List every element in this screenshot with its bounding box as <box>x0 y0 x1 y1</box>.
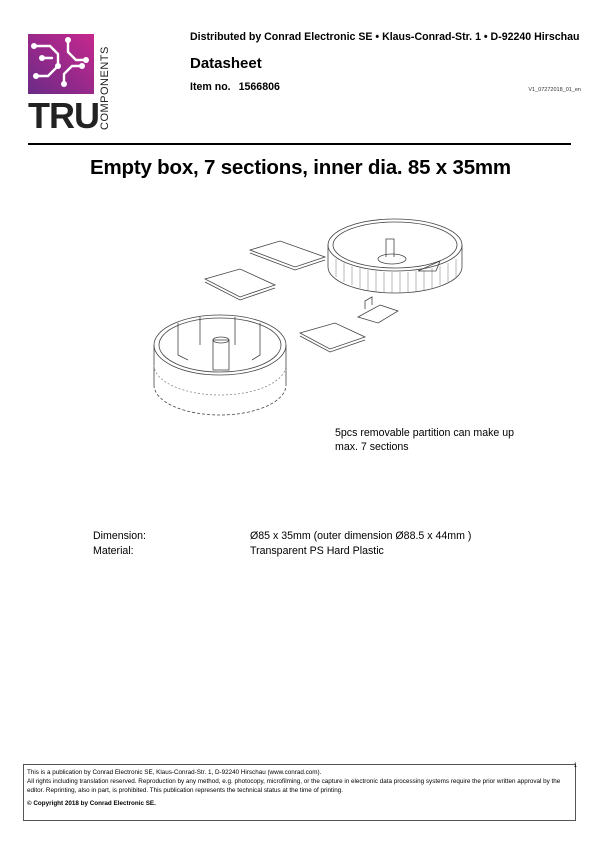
footer-rights: All rights including translation reserved. Reproduction by any method, e.g. photocopy, microfilming, or the capture in electronic data processing systems require the prior written approval by the editor. Reprinting, also in part, is prohibited. This publication represents the technical status at the time of printing. <box>27 778 561 794</box>
document-type: Datasheet <box>190 55 262 72</box>
spec-value: Transparent PS Hard Plastic <box>250 545 384 557</box>
logo-main-text: TRU <box>28 95 99 132</box>
spec-value: Ø85 x 35mm (outer dimension Ø88.5 x 44mm ) <box>250 530 472 542</box>
tru-components-logo <box>28 32 114 132</box>
distributor-line: Distributed by Conrad Electronic SE • Klaus-Conrad-Str. 1 • D-92240 Hirschau <box>190 31 580 43</box>
caption-line-2: max. 7 sections <box>335 441 409 453</box>
spec-label: Dimension: <box>93 530 146 542</box>
caption-line-1: 5pcs removable partition can make up <box>335 427 515 439</box>
lid-illustration <box>328 219 462 293</box>
version-code: V1_07272018_01_en <box>528 87 581 93</box>
item-number: 1566806 <box>238 81 280 93</box>
base-box-illustration <box>154 315 286 415</box>
spec-row-dimension <box>93 530 471 545</box>
legal-footer <box>23 764 576 821</box>
logo-side-text: COMPONENTS <box>99 46 111 130</box>
partition-caption <box>335 426 514 454</box>
spec-row-material <box>93 545 471 560</box>
page-number: 1 <box>573 763 577 769</box>
specifications-table <box>93 530 471 560</box>
product-title: Empty box, 7 sections, inner dia. 85 x 35mm <box>90 156 511 179</box>
item-label: Item no. <box>190 81 231 93</box>
spec-label: Material: <box>93 545 134 557</box>
partition-illustrations <box>205 241 398 352</box>
item-number-line <box>190 81 280 93</box>
footer-copyright: © Copyright 2018 by Conrad Electronic SE. <box>27 800 156 807</box>
footer-publisher: This is a publication by Conrad Electronic SE, Klaus-Conrad-Str. 1, D-92240 Hirschau (www.conrad.com). <box>27 769 322 776</box>
product-drawing <box>140 205 480 430</box>
header-divider <box>28 143 571 145</box>
